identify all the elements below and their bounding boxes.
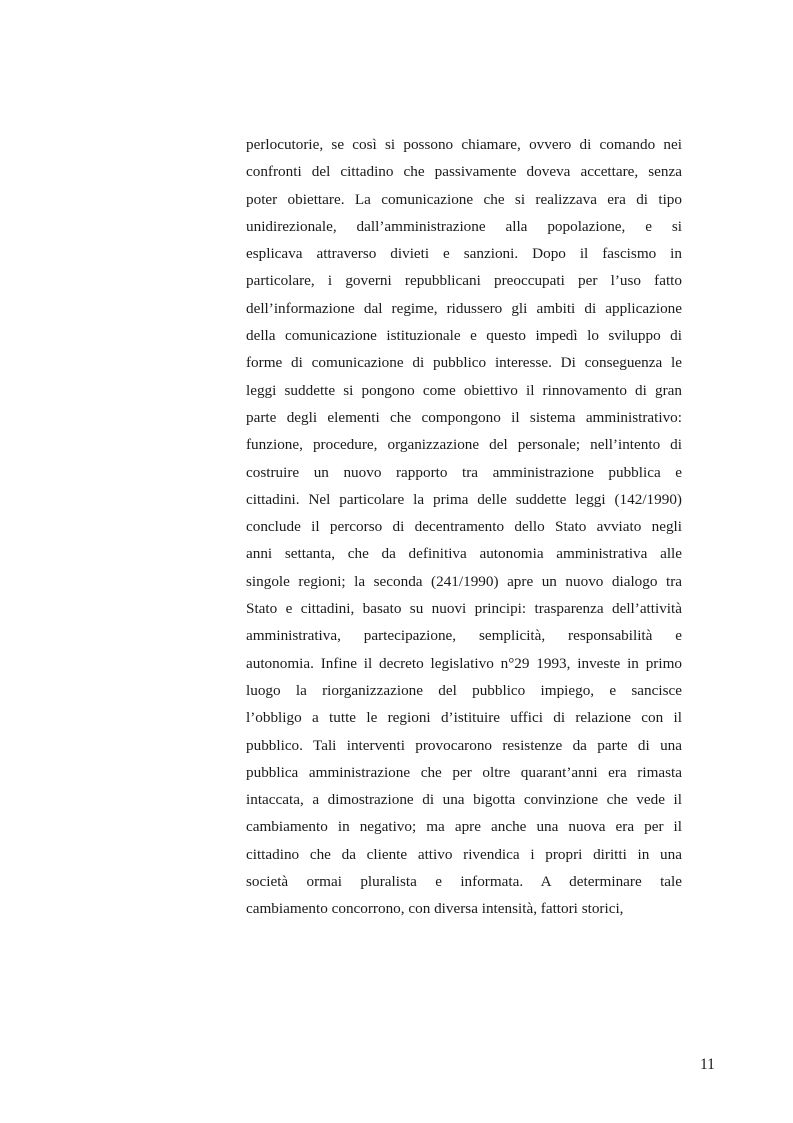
paragraph-line: società ormai pluralista e informata. A determinare tale	[246, 873, 682, 891]
paragraph-line: leggi suddette si pongono come obiettivo il rinnovamento di gran	[246, 381, 682, 399]
page-number: 11	[700, 1056, 715, 1073]
paragraph-line: perlocutorie, se così si possono chiamare, ovvero di comando nei	[246, 136, 682, 153]
paragraph-line: cittadino che da cliente attivo rivendica i propri diritti in una	[246, 845, 682, 863]
paragraph-line: unidirezionale, dall’amministrazione alla popolazione, e si	[246, 217, 682, 235]
paragraph-line: conclude il percorso di decentramento dello Stato avviato negli	[246, 518, 682, 536]
paragraph-line: poter obiettare. La comunicazione che si realizzava era di tipo	[246, 190, 682, 208]
paragraph-line: confronti del cittadino che passivamente doveva accettare, senza	[246, 163, 682, 181]
paragraph-line: Stato e cittadini, basato su nuovi principi: trasparenza dell’attività	[246, 600, 682, 618]
paragraph-line: forme di comunicazione di pubblico interesse. Di conseguenza le	[246, 354, 682, 372]
paragraph-line: autonomia. Infine il decreto legislativo n°29 1993, investe in primo	[246, 654, 682, 672]
paragraph-line: pubblica amministrazione che per oltre quarant’anni era rimasta	[246, 763, 682, 781]
paragraph-line: anni settanta, che da definitiva autonomia amministrativa alle	[246, 545, 682, 563]
paragraph-line: amministrativa, partecipazione, semplicità, responsabilità e	[246, 627, 682, 645]
paragraph-line: particolare, i governi repubblicani preoccupati per l’uso fatto	[246, 272, 682, 290]
paragraph-line: pubblico. Tali interventi provocarono resistenze da parte di una	[246, 736, 682, 754]
paragraph-line: cittadini. Nel particolare la prima delle suddette leggi (142/1990)	[246, 490, 682, 508]
paragraph-line: esplicava attraverso divieti e sanzioni. Dopo il fascismo in	[246, 245, 682, 263]
paragraph-line: parte degli elementi che compongono il sistema amministrativo:	[246, 408, 682, 426]
paragraph-line: dell’informazione dal regime, ridussero gli ambiti di applicazione	[246, 299, 682, 317]
paragraph-line: l’obbligo a tutte le regioni d’istituire uffici di relazione con il	[246, 709, 682, 727]
paragraph-line: cambiamento concorrono, con diversa intensità, fattori storici,	[246, 900, 624, 918]
paragraph-line: cambiamento in negativo; ma apre anche una nuova era per il	[246, 818, 682, 836]
paragraph-line: singole regioni; la seconda (241/1990) apre un nuovo dialogo tra	[246, 572, 682, 590]
paragraph-line: luogo la riorganizzazione del pubblico impiego, e sancisce	[246, 681, 682, 699]
body-paragraph	[246, 131, 682, 923]
paragraph-line: della comunicazione istituzionale e questo impedì lo sviluppo di	[246, 327, 682, 345]
paragraph-line: funzione, procedure, organizzazione del personale; nell’intento di	[246, 436, 682, 454]
paragraph-line: intaccata, a dimostrazione di una bigotta convinzione che vede il	[246, 791, 682, 809]
paragraph-line: costruire un nuovo rapporto tra amministrazione pubblica e	[246, 463, 682, 481]
